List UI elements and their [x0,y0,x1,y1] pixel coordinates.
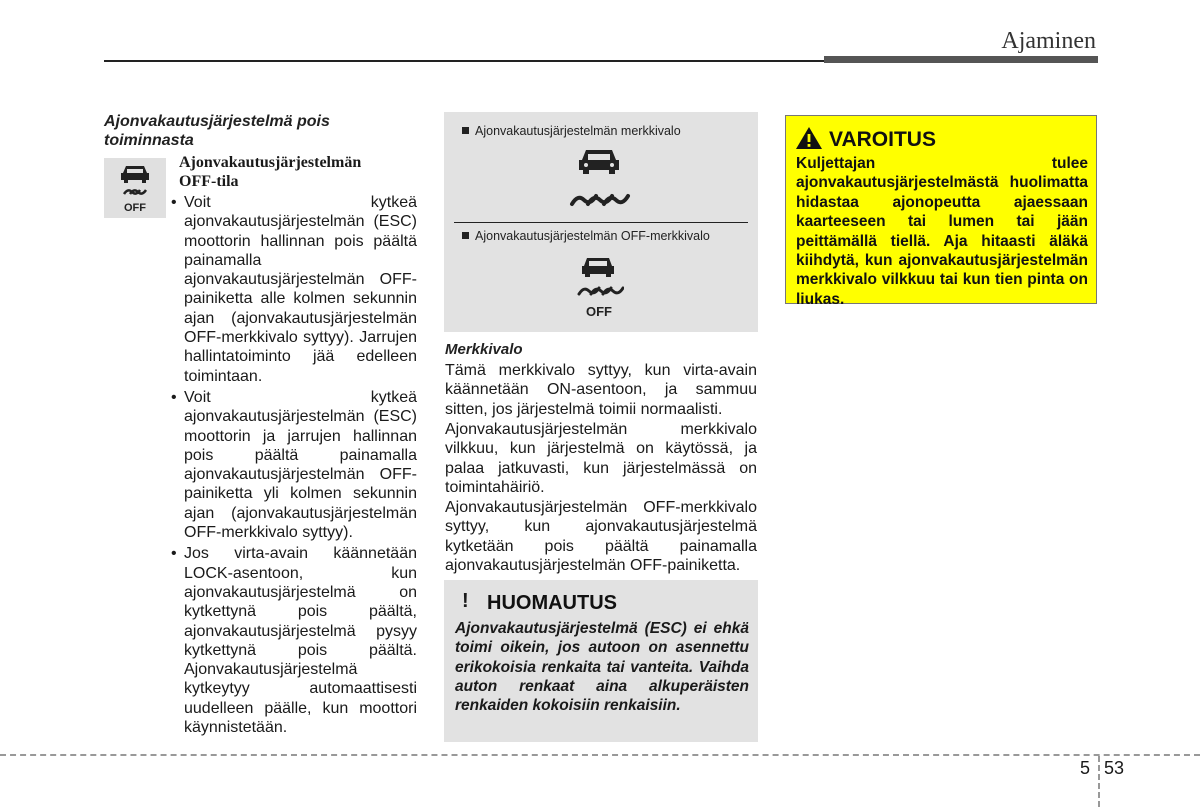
paragraph: Tämä merkkivalo syttyy, kun virta-avain käännetään ON-asentoon, ja sammuu sitten, jos järjestelmä toimii normaalisti. [445,362,757,418]
subtitle-line-1: Ajonvakautusjärjestelmän [179,154,362,171]
bullet-item [171,193,417,386]
square-bullet-icon [462,127,469,134]
paragraph: Ajonvakautusjärjestelmän merkkivalo vilkkuu, kun järjestelmä on käytössä, ja palaa jatkuvasti, kun järjestelmässä on toimintahäiriö. [445,421,757,496]
bullet-item [171,388,417,542]
bullet-symbol: • [171,545,177,563]
square-bullet-icon [462,232,469,239]
bullet-text: Voit kytkeä ajonvakautusjärjestelmän (ESC) moottorin ja jarrujen hallinnan pois päältä painamalla ajonvakautusjärjestelmän OFF-painiketta yli kolmen sekunnin ajan (ajonvakautusjärjestelmän OFF-merkkivalo syttyy). [184,388,417,542]
section-title-esc-off: Ajonvakautusjärjestelmä pois toiminnasta [104,113,330,149]
esc-off-bullet-list [171,193,417,739]
chapter-title: Ajaminen [1001,28,1096,54]
bullet-symbol: • [171,388,177,406]
footer-rule [0,754,1200,756]
warning-text: Kuljettajan tulee ajonvakautusjärjestelmästä huolimatta hidastaa ajonopeutta ajaessaan kaarteeseen tai lumen tai jään peittämällä tiellä. Aja hitaasti äläkä kiihdytä, kun ajonvakautusjärjestelmän merkkivalo vilkkuu tai kun tien pinta on liukas. [796,155,1088,308]
bullet-text: Jos virta-avain käännetään LOCK-asentoon, kun ajonvakautusjärjestelmä on kytkettynä pois päältä, ajonvakautusjärjestelmä pysyy kytkettynä pois päältä. Ajonvakautusjärjestelmä kytkeytyy automaattisesti uudelleen päälle, kun moottori käynnistetään. [184,545,417,737]
header-rule-accent [824,56,1098,63]
off-indicator-label: OFF [586,304,612,319]
footer-divider [1098,756,1100,807]
bullet-item [171,544,417,737]
exclamation-icon: ! [462,590,469,612]
indicator-caption-esc-off [462,229,710,243]
page-number: 53 [1104,758,1125,778]
indicator-caption-esc [462,124,681,138]
off-icon-label: OFF [124,202,146,214]
section-title-indicator: Merkkivalo [445,341,523,358]
subtitle-esc-off-mode [179,153,419,191]
indicator-divider [454,222,748,223]
subtitle-line-2: OFF-tila [179,173,239,190]
warning-triangle-icon [795,126,823,150]
esc-off-icon-box [104,158,166,218]
esc-off-icon [104,158,166,218]
notice-title: HUOMAUTUS [487,592,617,614]
esc-indicator-icon [564,144,634,214]
bullet-text: Voit kytkeä ajonvakautusjärjestelmän (ESC) moottorin hallinnan pois päältä painamalla ajonvakautusjärjestelmän OFF-painiketta alle kolmen sekunnin ajan (ajonvakautusjärjestelmän OFF-merkkivalo syttyy). Jarrujen hallintatoiminto jää edelleen toimintaan. [184,194,417,385]
bullet-symbol: • [171,194,177,211]
indicator-caption-text: Ajonvakautusjärjestelmän merkkivalo [475,124,681,138]
chapter-number: 5 [1080,758,1091,778]
indicator-caption-text: Ajonvakautusjärjestelmän OFF-merkkivalo [475,229,710,243]
notice-text: Ajonvakautusjärjestelmä (ESC) ei ehkä toimi oikein, jos autoon on asennettu erikokoisia renkaita tai vanteita. Vaihda auton renkaat aina alkuperäisten renkaiden kokoisiin renkaisiin. [455,620,749,715]
paragraph: Ajonvakautusjärjestelmän OFF-merkkivalo syttyy, kun ajonvakautusjärjestelmä kytketään pois päältä painamalla ajonvakautusjärjestelmän OFF-painiketta. [445,499,757,574]
warning-title: VAROITUS [829,128,936,151]
esc-off-indicator-icon [574,254,624,324]
